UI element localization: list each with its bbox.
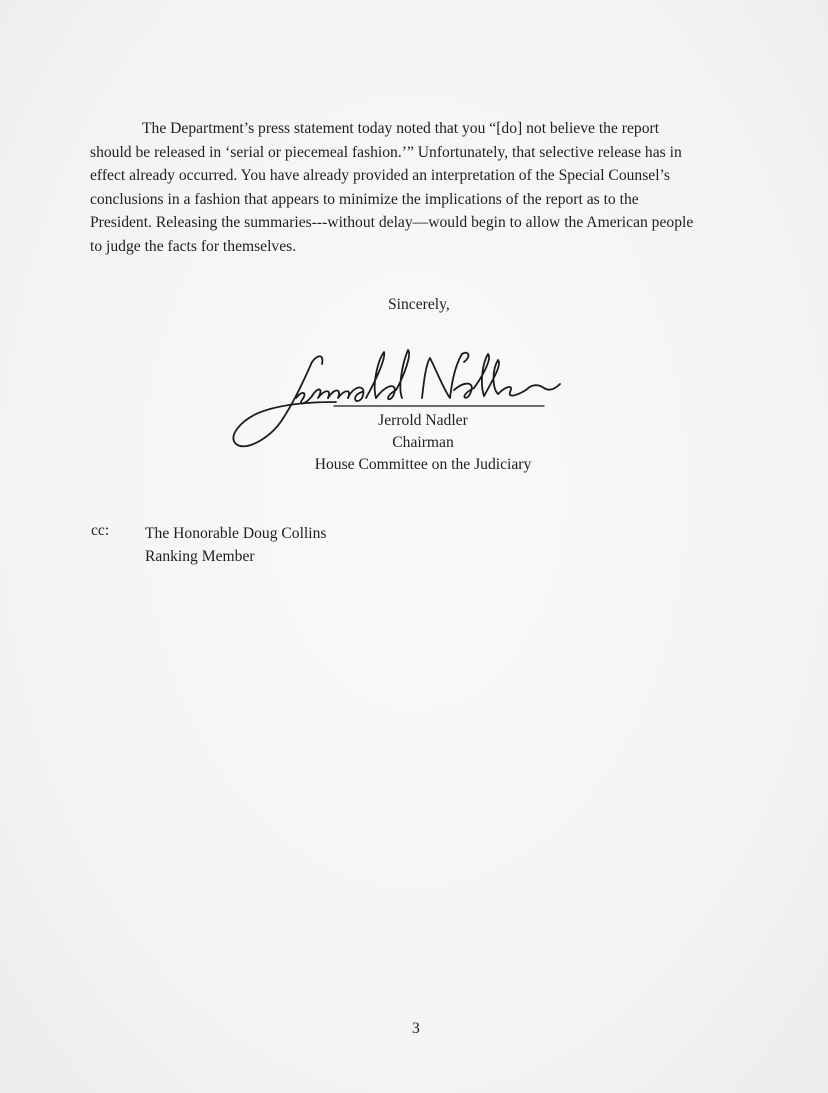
signer-name: Jerrold Nadler: [378, 412, 468, 429]
paragraph-line: effect already occurred. You have already provided an interpretation of the Special Counsel’s: [90, 167, 670, 185]
page-number: 3: [412, 1020, 420, 1037]
cc-recipient: The Honorable Doug Collins: [145, 525, 327, 542]
paragraph-line: The Department’s press statement today noted that you “[do] not believe the report: [142, 120, 660, 137]
cc-role: Ranking Member: [145, 548, 255, 565]
signer-committee: House Committee on the Judiciary: [314, 456, 532, 473]
closing-salutation: Sincerely,: [388, 296, 450, 313]
cc-label: cc:: [91, 522, 110, 539]
signature-block: [250, 410, 596, 476]
letter-paragraph: [90, 117, 760, 259]
paragraph-line: President. Releasing the summaries---without delay—would begin to allow the American people: [90, 214, 694, 232]
paragraph-line: should be released in ‘serial or piecemeal fashion.’” Unfortunately, that selective release has in: [90, 143, 682, 161]
paragraph-line: conclusions in a fashion that appears to minimize the implications of the report as to the: [90, 190, 639, 208]
paragraph-line: to judge the facts for themselves.: [90, 237, 297, 255]
cc-recipient-block: [145, 522, 326, 568]
signer-title: Chairman: [392, 434, 454, 451]
